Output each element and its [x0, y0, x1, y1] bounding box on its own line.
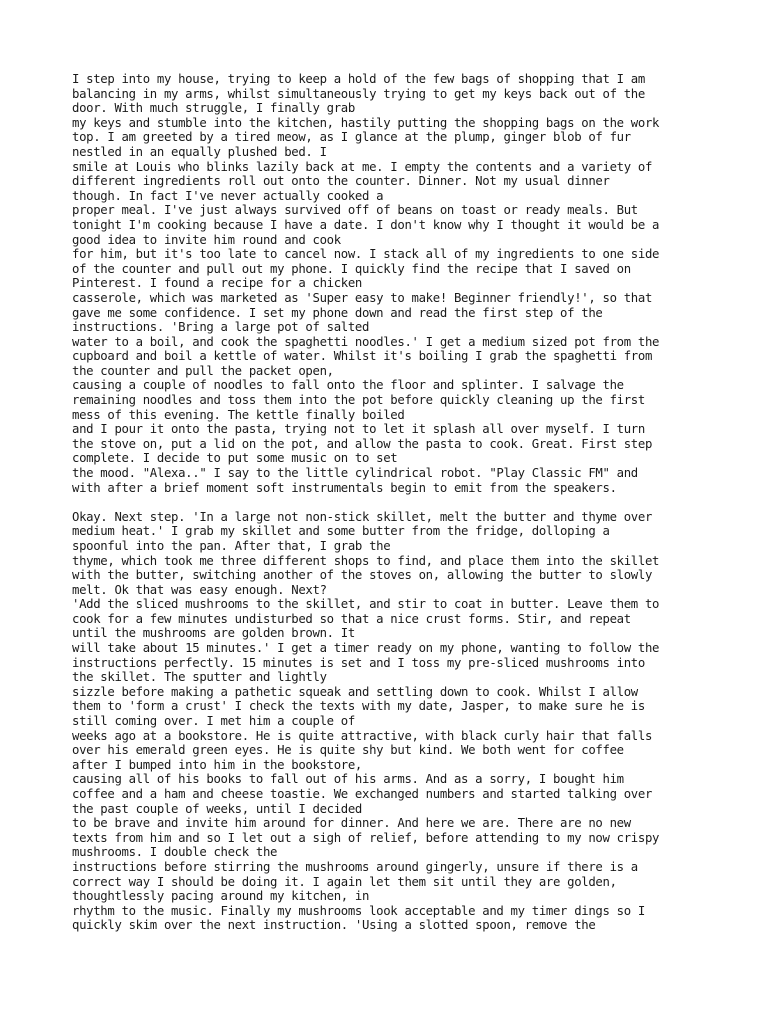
- text-line: the skillet. The sputter and lightly: [72, 670, 327, 685]
- text-line: thoughtlessly pacing around my kitchen, in: [72, 889, 370, 904]
- text-line: Pinterest. I found a recipe for a chicken: [72, 276, 363, 291]
- text-line: to be brave and invite him around for dinner. And here we are. There are no new: [72, 816, 631, 831]
- text-line: correct way I should be doing it. I again let them sit until they are golden,: [72, 874, 617, 889]
- text-line: quickly skim over the next instruction. 'Using a slotted spoon, remove the: [72, 918, 596, 933]
- text-line: 'Add the sliced mushrooms to the skillet, and stir to coat in butter. Leave them to: [72, 597, 660, 612]
- text-line: medium heat.' I grab my skillet and some butter from the fridge, dolloping a: [72, 524, 610, 539]
- text-line: until the mushrooms are golden brown. It: [72, 626, 355, 641]
- text-line: still coming over. I met him a couple of: [72, 714, 355, 729]
- text-line: instructions perfectly. 15 minutes is set and I toss my pre-sliced mushrooms into: [72, 655, 645, 670]
- document-body: [72, 72, 768, 933]
- text-line: with after a brief moment soft instrumentals begin to emit from the speakers.: [72, 480, 617, 495]
- text-line: mushrooms. I double check the: [72, 845, 278, 860]
- text-line: smile at Louis who blinks lazily back at me. I empty the contents and a variety of: [72, 159, 653, 174]
- text-line: complete. I decide to put some music on to set: [72, 451, 398, 466]
- text-line: texts from him and so I let out a sigh of relief, before attending to my now crispy: [72, 830, 660, 845]
- text-line: I step into my house, trying to keep a hold of the few bags of shopping that I am: [72, 72, 645, 86]
- text-line: thyme, which took me three different shops to find, and place them into the skillet: [72, 553, 660, 568]
- text-line: good idea to invite him round and cook: [72, 232, 341, 247]
- text-line: causing a couple of noodles to fall onto the floor and splinter. I salvage the: [72, 378, 624, 393]
- text-line: though. In fact I've never actually cooked a: [72, 188, 384, 203]
- text-line: gave me some confidence. I set my phone down and read the first step of the: [72, 305, 603, 320]
- text-line: remaining noodles and toss them into the pot before quickly cleaning up the first: [72, 393, 645, 408]
- text-line: will take about 15 minutes.' I get a timer ready on my phone, wanting to follow the: [72, 641, 660, 656]
- text-line: top. I am greeted by a tired meow, as I glance at the plump, ginger blob of fur: [72, 130, 631, 145]
- text-line: after I bumped into him in the bookstore,: [72, 757, 363, 772]
- text-line: cook for a few minutes undisturbed so that a nice crust forms. Stir, and repeat: [72, 611, 631, 626]
- text-line: the stove on, put a lid on the pot, and allow the pasta to cook. Great. First step: [72, 436, 653, 451]
- text-line: different ingredients roll out onto the counter. Dinner. Not my usual dinner: [72, 174, 610, 189]
- text-line: casserole, which was marketed as 'Super easy to make! Beginner friendly!', so that: [72, 290, 653, 305]
- text-line: the mood. "Alexa.." I say to the little cylindrical robot. "Play Classic FM" and: [72, 466, 638, 481]
- text-line: nestled in an equally plushed bed. I: [72, 144, 327, 159]
- text-line: for him, but it's too late to cancel now. I stack all of my ingredients to one side: [72, 247, 660, 262]
- text-line: the counter and pull the packet open,: [72, 363, 334, 378]
- text-line: causing all of his books to fall out of his arms. And as a sorry, I bought him: [72, 772, 624, 787]
- text-line: tonight I'm cooking because I have a date. I don't know why I thought it would be a: [72, 217, 660, 232]
- text-line: sizzle before making a pathetic squeak and settling down to cook. Whilst I allow: [72, 684, 638, 699]
- text-line: balancing in my arms, whilst simultaneously trying to get my keys back out of the: [72, 86, 645, 101]
- text-line: proper meal. I've just always survived off of beans on toast or ready meals. But: [72, 203, 638, 218]
- text-line: spoonful into the pan. After that, I grab the: [72, 538, 391, 553]
- text-line: them to 'form a crust' I check the texts with my date, Jasper, to make sure he is: [72, 699, 645, 714]
- text-line: the past couple of weeks, until I decided: [72, 801, 363, 816]
- text-line: weeks ago at a bookstore. He is quite attractive, with black curly hair that falls: [72, 728, 653, 743]
- text-line: instructions. 'Bring a large pot of salted: [72, 320, 370, 335]
- story-paragraph: [72, 510, 768, 933]
- text-line: cupboard and boil a kettle of water. Whilst it's boiling I grab the spaghetti from: [72, 349, 653, 364]
- text-line: Okay. Next step. 'In a large not non-stick skillet, melt the butter and thyme over: [72, 509, 653, 524]
- text-line: instructions before stirring the mushrooms around gingerly, unsure if there is a: [72, 859, 638, 874]
- text-line: with the butter, switching another of the stoves on, allowing the butter to slowly: [72, 568, 653, 583]
- text-line: over his emerald green eyes. He is quite shy but kind. We both went for coffee: [72, 743, 624, 758]
- text-line: melt. Ok that was easy enough. Next?: [72, 582, 327, 597]
- story-paragraph: [72, 72, 768, 495]
- text-line: water to a boil, and cook the spaghetti noodles.' I get a medium sized pot from the: [72, 334, 660, 349]
- text-line: coffee and a ham and cheese toastie. We exchanged numbers and started talking over: [72, 787, 653, 801]
- text-line: of the counter and pull out my phone. I quickly find the recipe that I saved on: [72, 261, 631, 276]
- text-line: rhythm to the music. Finally my mushrooms look acceptable and my timer dings so I: [72, 903, 645, 918]
- text-line: door. With much struggle, I finally grab: [72, 101, 355, 116]
- text-line: and I pour it onto the pasta, trying not to let it splash all over myself. I turn: [72, 422, 645, 437]
- text-line: mess of this evening. The kettle finally boiled: [72, 407, 405, 422]
- text-line: my keys and stumble into the kitchen, hastily putting the shopping bags on the work: [72, 115, 660, 130]
